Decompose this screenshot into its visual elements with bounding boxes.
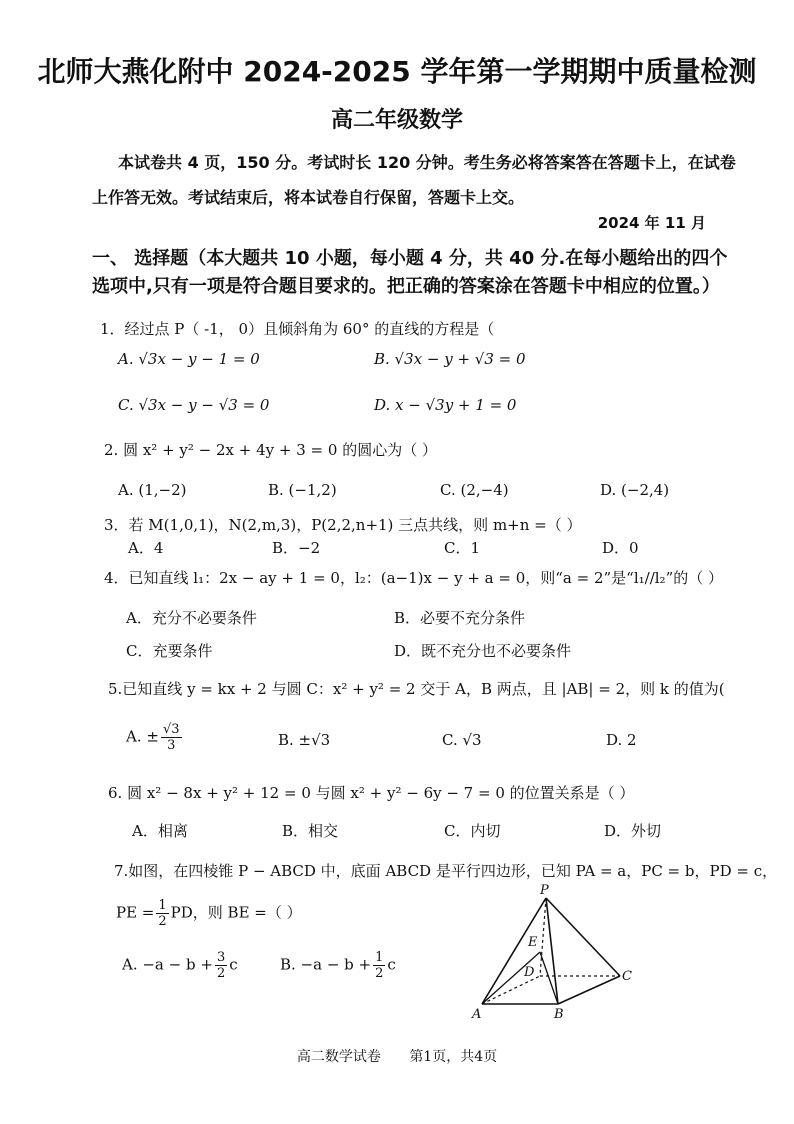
fraction-denominator: 2 (158, 914, 167, 929)
question-3-option-d: D．0 (602, 539, 639, 557)
question-5-option-a (126, 722, 184, 753)
question-7-option-a-suffix: c (229, 955, 238, 974)
pyramid-edges (482, 898, 620, 1004)
question-7-option-b-suffix: c (387, 955, 396, 974)
section-heading-line-2: 选项中,只有一项是符合题目要求的。把正确的答案涂在答题卡中相应的位置。） (92, 276, 720, 297)
intro-line-2: 上作答无效。考试结束后，将本试卷自行保留，答题卡上交。 (92, 188, 525, 207)
question-7-stem-line-2 (116, 898, 302, 929)
point-label-e: E (528, 935, 538, 950)
question-4-option-b: B．必要不充分条件 (394, 609, 526, 627)
question-7-option-a (122, 950, 238, 981)
question-1-option-b: B. √3x − y + √3 = 0 (374, 350, 526, 368)
fraction (373, 950, 385, 981)
question-1-option-c: C. √3x − y − √3 = 0 (118, 396, 270, 414)
fraction-denominator: 2 (375, 966, 384, 981)
fraction (161, 722, 182, 753)
question-2-stem: 2. 圆 x² + y² − 2x + 4y + 3 = 0 的圆心为（ ） (104, 441, 437, 459)
question-6-option-d: D．外切 (604, 822, 662, 840)
footer-subject: 高二数学试卷 (296, 1049, 381, 1065)
question-6-option-c: C．内切 (444, 822, 501, 840)
question-2-option-c: C. (2,−4) (440, 481, 509, 499)
edge-BC (558, 976, 620, 1004)
question-2-option-d: D. (−2,4) (600, 481, 670, 499)
page-footer (0, 1046, 794, 1066)
question-2-option-b: B. (−1,2) (268, 481, 337, 499)
footer-page-number: 第1页，共4页 (409, 1049, 498, 1065)
question-1-option-a: A. √3x − y − 1 = 0 (118, 350, 260, 368)
question-7-stem-left: PE = (116, 903, 155, 922)
question-4-option-d: D．既不充分也不必要条件 (394, 642, 572, 660)
page-title: 北师大燕化附中 2024-2025 学年第一学期期中质量检测 (37, 55, 757, 88)
question-1-option-d: D. x − √3y + 1 = 0 (374, 396, 517, 414)
question-4-stem: 4．已知直线 l₁：2x − ay + 1 = 0，l₂：(a−1)x − y + a = 0，则“a = 2”是“l₁//l₂”的（ ） (104, 569, 724, 587)
question-7-stem: 7.如图，在四棱锥 P − ABCD 中，底面 ABCD 是平行四边形，已知 PA = a，PC = b，PD = c， (114, 862, 778, 880)
fraction-numerator: √3 (162, 722, 180, 737)
question-4-option-a: A．充分不必要条件 (126, 609, 257, 627)
question-7-option-b (280, 950, 396, 981)
edge-PC (546, 898, 620, 976)
fraction-numerator: 3 (216, 950, 226, 965)
question-7-option-b-prefix: B. −a − b + (280, 955, 372, 974)
fraction-numerator: 1 (375, 950, 384, 965)
question-5-option-b: B. ±√3 (278, 731, 331, 749)
fraction (215, 950, 227, 981)
question-5-option-a-prefix: A. ± (126, 727, 159, 746)
question-5-stem: 5.已知直线 y = kx + 2 与圆 C：x² + y² = 2 交于 A，B 两点，且 |AB| = 2，则 k 的值为( (108, 680, 725, 698)
question-5-option-d: D. 2 (606, 731, 637, 749)
question-6-option-b: B．相交 (282, 822, 339, 840)
hidden-edges (482, 898, 620, 1004)
fraction-denominator: 2 (216, 966, 226, 981)
question-3-option-b: B．−2 (272, 539, 321, 557)
edge-PD (540, 898, 546, 976)
fraction-denominator: 3 (167, 738, 176, 753)
pyramid-figure (460, 884, 640, 1024)
question-4-option-c: C．充要条件 (126, 642, 213, 660)
section-heading-line-1: 一、 选择题（本大题共 10 小题，每小题 4 分，共 40 分.在每小题给出的四个 (92, 248, 728, 269)
question-6-option-a: A．相离 (132, 822, 188, 840)
question-3-option-a: A．4 (128, 539, 164, 557)
vertex-label-c: C (622, 969, 632, 984)
question-6-stem: 6. 圆 x² − 8x + y² + 12 = 0 与圆 x² + y² − 6y − 7 = 0 的位置关系是（ ） (108, 784, 635, 802)
vertex-label-b: B (554, 1007, 564, 1022)
fraction (156, 898, 168, 929)
question-7-option-a-prefix: A. −a − b + (122, 955, 213, 974)
question-7-stem-right: PD，则 BE =（ ） (170, 903, 302, 922)
page-subtitle: 高二年级数学 (330, 108, 463, 133)
question-1-stem: 1．经过点 P（ -1， 0）且倾斜角为 60° 的直线的方程是（ (100, 320, 495, 338)
question-3-option-c: C．1 (444, 539, 481, 557)
vertex-label-p: P (540, 884, 549, 898)
vertex-label-d: D (524, 965, 535, 980)
vertex-label-a: A (472, 1007, 482, 1022)
question-3-stem: 3．若 M(1,0,1)，N(2,m,3)，P(2,2,n+1) 三点共线，则 m+n =（ ） (104, 516, 582, 534)
question-2-option-a: A. (1,−2) (118, 481, 187, 499)
exam-date: 2024 年 11 月 (597, 214, 706, 232)
intro-line-1: 本试卷共 4 页，150 分。考试时长 120 分钟。考生务必将答案答在答题卡上，在试卷 (118, 153, 736, 172)
fraction-numerator: 1 (158, 898, 167, 913)
edge-PA (482, 898, 546, 1004)
question-5-option-c: C. √3 (442, 731, 482, 749)
